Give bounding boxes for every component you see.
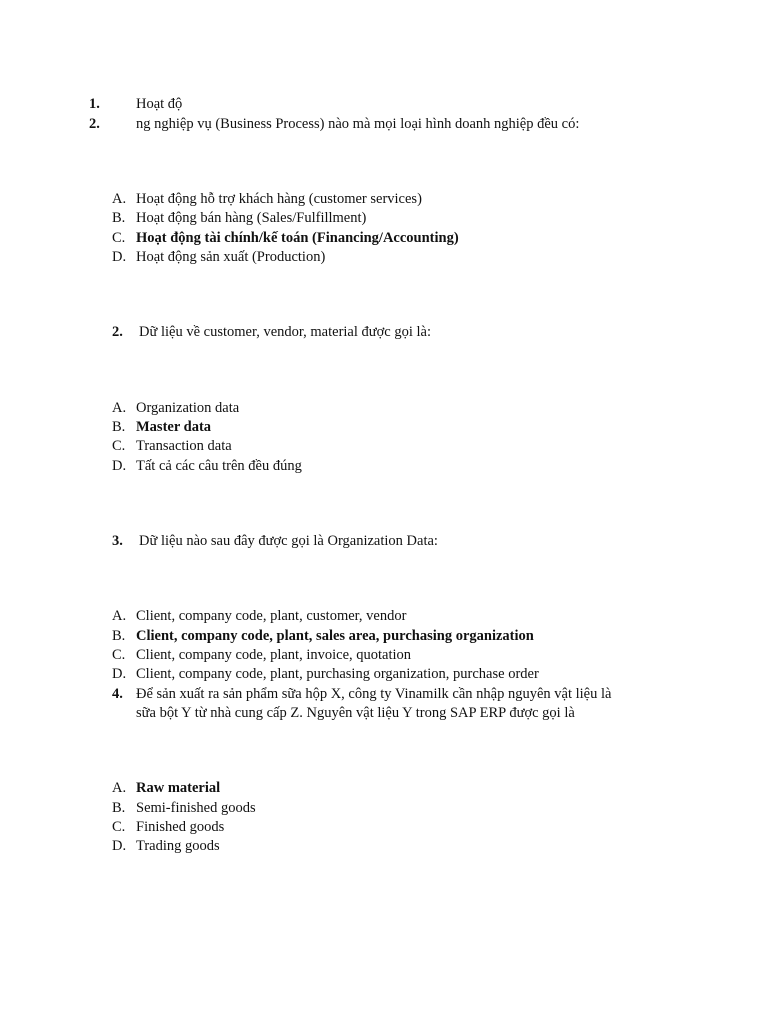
option-4a-correct [0, 778, 768, 798]
option-2a [0, 398, 768, 418]
option-2c [0, 436, 768, 456]
option-text: Semi-finished goods [136, 800, 256, 816]
option-letter: C. [112, 647, 126, 663]
question-4 [0, 684, 768, 704]
option-text: Tất cả các câu trên đều đúng [136, 458, 302, 474]
intro-text: Hoạt độ [136, 96, 183, 112]
option-3b-correct [0, 626, 768, 646]
option-text: Hoạt động sản xuất (Production) [136, 249, 326, 265]
option-text: Finished goods [136, 819, 225, 835]
option-letter: D. [112, 249, 127, 265]
option-text: Transaction data [136, 438, 232, 454]
option-letter: D. [112, 838, 127, 854]
option-text-bold: Client, company code, plant, sales area, purchasing organization [136, 628, 534, 644]
option-letter: A. [112, 780, 127, 796]
option-letter: B. [112, 419, 126, 435]
option-text: Client, company code, plant, invoice, quotation [136, 647, 412, 663]
question-text-line-2: sữa bột Y từ nhà cung cấp Z. Nguyên vật liệu Y trong SAP ERP được gọi là [136, 705, 575, 721]
option-letter: B. [112, 800, 126, 816]
option-letter: C. [112, 438, 126, 454]
question-text: Dữ liệu về customer, vendor, material được gọi là: [139, 324, 431, 340]
question-number: 4. [112, 686, 123, 702]
option-letter: B. [112, 628, 126, 644]
option-text: Organization data [136, 400, 240, 416]
option-1c-correct [0, 228, 768, 248]
option-text-bold: Master data [136, 419, 212, 435]
question-1 [0, 114, 768, 134]
option-letter: A. [112, 191, 127, 207]
option-2b-correct [0, 417, 768, 437]
option-letter: C. [112, 819, 126, 835]
option-1a [0, 189, 768, 209]
option-3c [0, 645, 768, 665]
option-text: Client, company code, plant, purchasing organization, purchase order [136, 666, 539, 682]
option-4c [0, 817, 768, 837]
option-text-bold: Hoạt động tài chính/kế toán (Financing/Accounting) [136, 230, 459, 246]
question-text-line-1: Để sản xuất ra sản phẩm sữa hộp X, công ty Vinamilk cần nhập nguyên vật liệu là [136, 686, 612, 702]
intro-number: 1. [89, 96, 100, 112]
option-text-bold: Raw material [136, 780, 221, 796]
question-text: Dữ liệu nào sau đây được gọi là Organization Data: [139, 533, 438, 549]
option-text: Hoạt động bán hàng (Sales/Fulfillment) [136, 210, 367, 226]
option-letter: C. [112, 230, 126, 246]
option-text: Trading goods [136, 838, 220, 854]
question-text: ng nghiệp vụ (Business Process) nào mà mọi loại hình doanh nghiệp đều có: [136, 116, 580, 132]
option-1b [0, 208, 768, 228]
question-3 [0, 531, 768, 551]
option-1d [0, 247, 768, 267]
question-4-continued [0, 703, 768, 723]
question-number: 2. [89, 116, 100, 132]
question-number: 2. [112, 324, 123, 340]
question-2 [0, 322, 768, 342]
option-3a [0, 606, 768, 626]
option-4d [0, 836, 768, 856]
option-letter: D. [112, 666, 127, 682]
option-2d [0, 456, 768, 476]
intro-line-1 [0, 94, 768, 114]
question-number: 3. [112, 533, 123, 549]
option-3d [0, 664, 768, 684]
option-letter: B. [112, 210, 126, 226]
option-letter: A. [112, 400, 127, 416]
option-text: Client, company code, plant, customer, vendor [136, 608, 407, 624]
option-letter: D. [112, 458, 127, 474]
option-4b [0, 798, 768, 818]
option-text: Hoạt động hỗ trợ khách hàng (customer services) [136, 191, 422, 207]
option-letter: A. [112, 608, 127, 624]
